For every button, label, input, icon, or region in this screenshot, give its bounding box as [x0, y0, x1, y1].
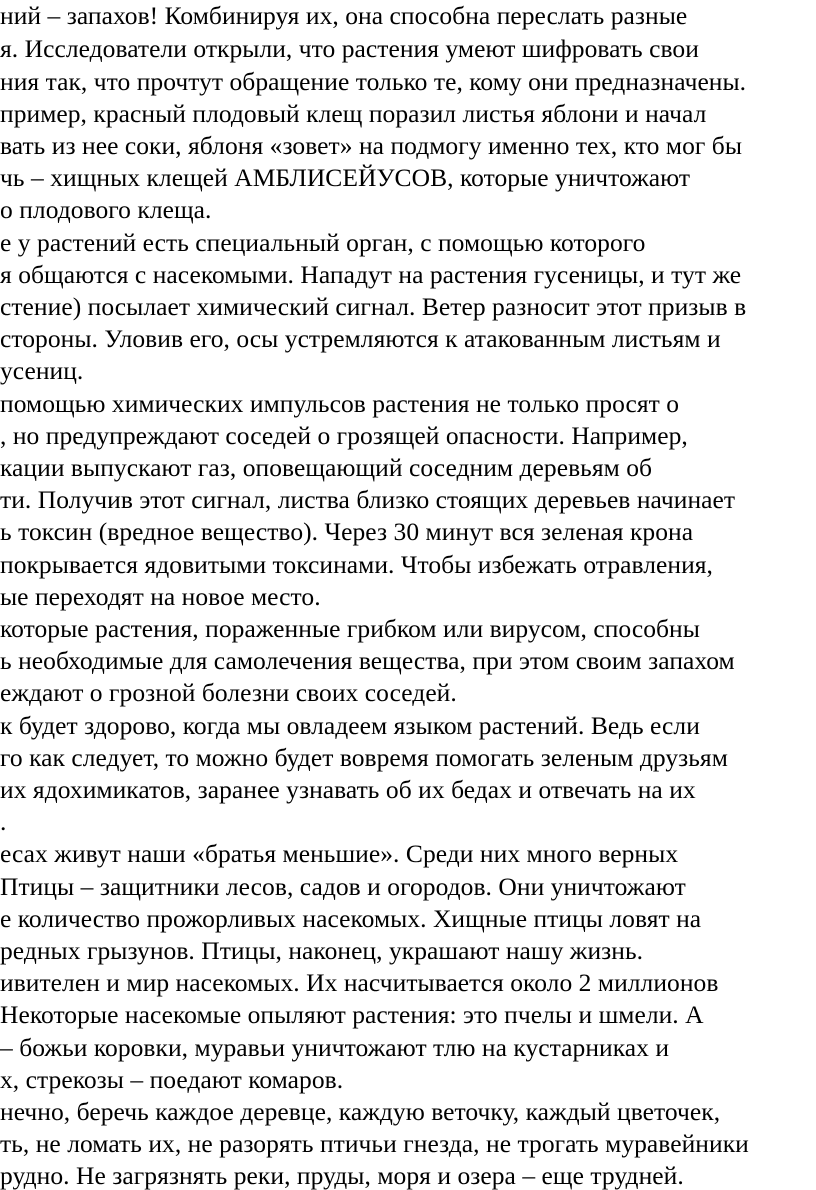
text-line: еждают о грозной болезни своих соседей. [0, 678, 457, 707]
text-line: го как следует, то можно будет вовремя помогать зеленым друзьям [0, 743, 728, 772]
text-line: чь – хищных клещей АМБЛИСЕЙУСОВ, которые уничтожают [0, 163, 691, 192]
text-line: я общаются с насекомыми. Нападут на растения гусеницы, и тут же [0, 260, 742, 289]
text-line: кации выпускают газ, оповещающий соседним деревьям об [0, 453, 653, 482]
text-line: ые переходят на новое место. [0, 582, 321, 611]
text-line: ь токсин (вредное вещество). Через 30 минут вся зеленая крона [0, 517, 694, 546]
text-line: пример, красный плодовый клещ поразил листья яблони и начал [0, 99, 707, 128]
text-line: я. Исследователи открыли, что растения умеют шифровать свои [0, 34, 699, 63]
text-line: ть, не ломать их, не разорять птичьи гнезда, не трогать муравейники [0, 1129, 749, 1158]
text-line: – божьи коровки, муравьи уничтожают тлю на кустарниках и [0, 1033, 670, 1062]
text-line: рудно. Не загрязнять реки, пруды, моря и озера – еще трудней. [0, 1161, 684, 1190]
text-line: о плодового клеща. [0, 195, 212, 224]
text-line: Некоторые насекомые опыляют растения: это пчелы и шмели. А [0, 1000, 704, 1029]
text-line: есах живут наши «братья меньшие». Среди них много верных [0, 839, 679, 868]
text-line: е у растений есть специальный орган, с помощью которого [0, 228, 646, 257]
text-line: их ядохимикатов, заранее узнавать об их бедах и отвечать на их [0, 775, 696, 804]
text-line: покрывается ядовитыми токсинами. Чтобы избежать отравления, [0, 550, 713, 579]
text-line: Птицы – защитники лесов, садов и огородов. Они уничтожают [0, 872, 686, 901]
text-line: е количество прожорливых насекомых. Хищные птицы ловят на [0, 904, 702, 933]
text-line: ь необходимые для самолечения вещества, при этом своим запахом [0, 646, 735, 675]
text-line: помощью химических импульсов растения не только просят о [0, 389, 680, 418]
text-line: ний – запахов! Комбинируя их, она способна переслать разные [0, 1, 688, 30]
text-line: стороны. Уловив его, осы устремляются к атакованным листьям и [0, 324, 721, 353]
text-line: к будет здорово, когда мы овладеем языком растений. Ведь если [0, 711, 700, 740]
text-line: . [0, 807, 7, 836]
text-line: ти. Получив этот сигнал, листва близко стоящих деревьев начинает [0, 485, 736, 514]
text-line: , но предупреждают соседей о грозящей опасности. Например, [0, 421, 688, 450]
text-line: х, стрекозы – поедают комаров. [0, 1065, 344, 1094]
text-line: усениц. [0, 356, 84, 385]
text-line: ивителен и мир насекомых. Их насчитывается около 2 миллионов [0, 968, 719, 997]
text-line: стение) посылает химический сигнал. Ветер разносит этот призыв в [0, 292, 747, 321]
text-line: ния так, что прочтут обращение только те, кому они предназначены. [0, 67, 747, 96]
text-line: нечно, беречь каждое деревце, каждую веточку, каждый цветочек, [0, 1097, 721, 1126]
text-line: вать из нее соки, яблоня «зовет» на подмогу именно тех, кто мог бы [0, 131, 743, 160]
text-line: которые растения, пораженные грибком или вирусом, способны [0, 614, 700, 643]
text-line: редных грызунов. Птицы, наконец, украшают нашу жизнь. [0, 936, 644, 965]
